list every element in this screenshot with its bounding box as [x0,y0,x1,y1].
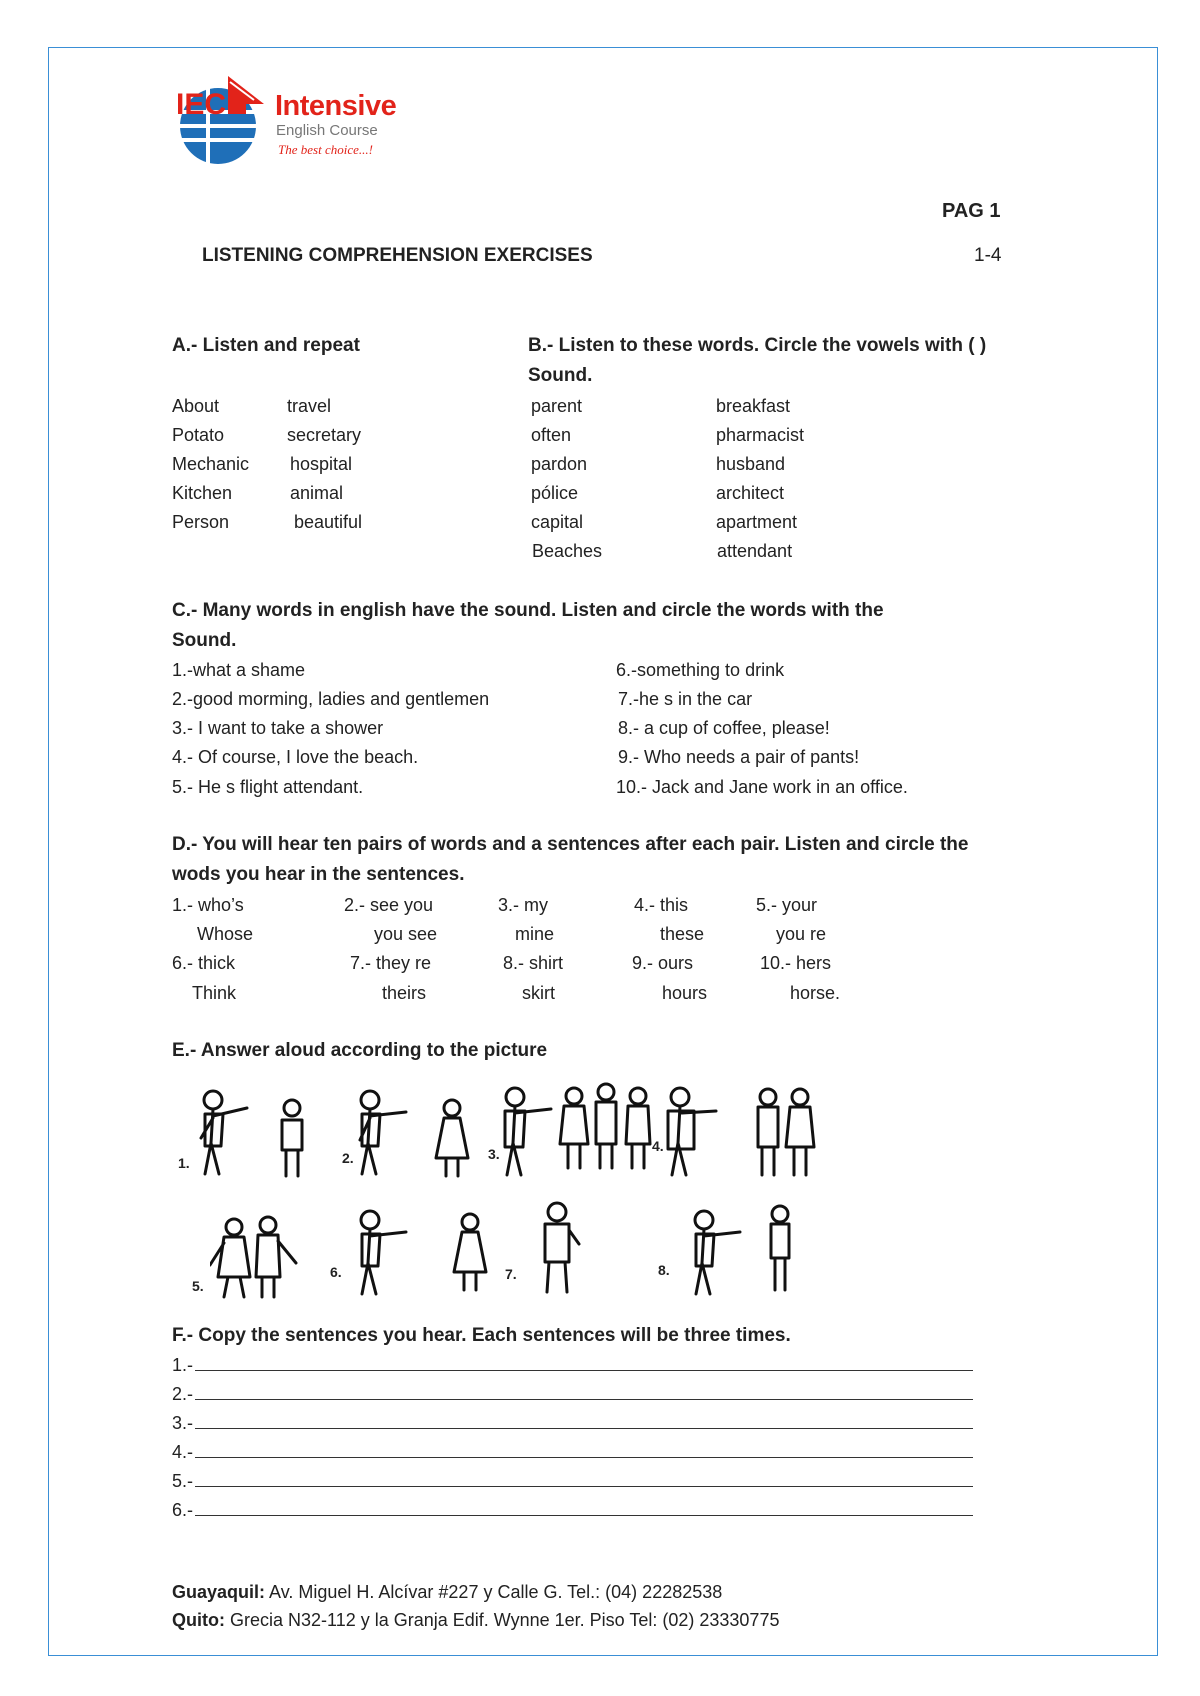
picture-label: 5. [192,1278,204,1294]
picture-label: 2. [342,1150,354,1166]
answer-line [172,1384,973,1405]
answer-line-number: 1.- [172,1355,194,1375]
word-pair-item: Whose [197,924,254,944]
word-item: parent [531,396,583,416]
sentence-item: 2.-good morming, ladies and gentlemen [172,689,490,709]
sentence-item: 7.-he s in the car [618,689,753,709]
word-item: Potato [172,425,225,445]
answer-blank[interactable] [195,1501,973,1516]
word-item: About [172,396,220,416]
pointing-person-figure [686,1208,746,1298]
word-item: often [531,425,572,445]
picture-label: 8. [658,1262,670,1278]
word-item: breakfast [716,396,791,416]
footer-city: Guayaquil: [172,1582,266,1602]
word-item: travel [287,396,332,416]
answer-line [172,1471,973,1492]
footer-address-guayaquil [172,1582,722,1603]
section-c-heading-2: Sound. [172,630,237,651]
section-e-heading: E.- Answer aloud according to the picture [172,1040,548,1061]
word-pair-item: 5.- your [756,895,818,915]
section-d-heading: D.- You will hear ten pairs of words and a sentences after each pair. Listen and circle the [172,834,969,855]
word-item: secretary [287,425,362,445]
logo-tagline: The best choice...! [278,142,373,157]
page-number: PAG 1 [942,200,1001,222]
word-pair-item: 9.- ours [632,953,694,973]
answer-line-number: 3.- [172,1413,194,1433]
answer-line-number: 4.- [172,1442,194,1462]
couple-figure [660,1085,720,1180]
word-item: Person [172,512,230,532]
word-pair-item: 4.- this [634,895,689,915]
exercise-range: 1-4 [974,245,1002,266]
two-people-figure [752,1085,818,1180]
word-item: beautiful [294,512,363,532]
word-pair-item: horse. [790,983,841,1003]
word-pair-item: 2.- see you [344,895,434,915]
word-item: apartment [716,512,798,532]
word-item: capital [531,512,584,532]
answer-line [172,1500,973,1521]
pointing-person-figure [352,1088,412,1178]
answer-line-number: 6.- [172,1500,194,1520]
answer-line-number: 5.- [172,1471,194,1491]
answer-line [172,1355,973,1376]
section-f-heading: F.- Copy the sentences you hear. Each sentences will be three times. [172,1325,791,1346]
word-item: husband [716,454,786,474]
word-item: pharmacist [716,425,805,445]
section-d-heading-2: wods you hear in the sentences. [172,864,465,885]
answer-line [172,1413,973,1434]
word-item: architect [716,483,785,503]
word-pair-item: Think [192,983,237,1003]
picture-label: 4. [652,1138,664,1154]
answer-blank[interactable] [195,1385,973,1400]
pointing-person-figure [195,1088,255,1178]
word-pair-item: 8.- shirt [503,953,564,973]
woman-figure [448,1212,492,1292]
footer-city: Quito: [172,1610,225,1630]
word-item: Beaches [532,541,603,561]
answer-blank[interactable] [195,1472,973,1487]
word-pair-item: 7.- they re [350,953,432,973]
standing-person-figure [272,1098,312,1178]
standing-person-figure [763,1204,797,1294]
word-item: hospital [290,454,353,474]
sentence-item: 10.- Jack and Jane work in an office. [616,777,908,797]
couple-figure [210,1215,300,1300]
sentence-item: 4.- Of course, I love the beach. [172,747,419,767]
word-pair-item: you see [374,924,438,944]
word-pair-item: these [660,924,705,944]
picture-label: 1. [178,1155,190,1171]
sentence-item: 1.-what a shame [172,660,306,680]
logo-subtitle: English Course [276,122,378,139]
logo-name: Intensive [275,90,397,122]
word-item: attendant [717,541,793,561]
sentence-item: 6.-something to drink [616,660,785,680]
pointing-person-figure [495,1085,555,1180]
word-item: Mechanic [172,454,250,474]
answer-line [172,1442,973,1463]
word-pair-item: you re [776,924,827,944]
pointing-person-figure [352,1208,412,1298]
group-figure [558,1082,658,1172]
word-item: pólice [531,483,579,503]
sentence-item: 3.- I want to take a shower [172,718,384,738]
page-title: LISTENING COMPREHENSION EXERCISES [202,245,593,266]
answer-blank[interactable] [195,1414,973,1429]
word-pair-item: hours [662,983,708,1003]
sentence-item: 5.- He s flight attendant. [172,777,364,797]
picture-label: 6. [330,1264,342,1280]
section-b-heading: B.- Listen to these words. Circle the vowels with ( ) [528,335,987,356]
word-pair-item: theirs [382,983,427,1003]
standing-person-figure [535,1200,585,1295]
section-a-heading: A.- Listen and repeat [172,335,360,356]
word-item: pardon [531,454,588,474]
answer-blank[interactable] [195,1356,973,1371]
section-b-heading-2: Sound. [528,365,593,386]
picture-label: 7. [505,1266,517,1282]
word-pair-item: 1.- who’s [172,895,244,915]
word-pair-item: 10.- hers [760,953,832,973]
word-item: Kitchen [172,483,233,503]
word-pair-item: mine [515,924,555,944]
word-item: animal [290,483,344,503]
word-pair-item: skirt [522,983,555,1003]
picture-label: 3. [488,1146,500,1162]
footer-address: Grecia N32-112 y la Granja Edif. Wynne 1er. Piso Tel: (02) 23330775 [224,1610,780,1630]
word-pair-item: 3.- my [498,895,549,915]
sentence-item: 8.- a cup of coffee, please! [618,718,830,738]
sentence-item: 9.- Who needs a pair of pants! [618,747,860,767]
woman-figure [430,1098,474,1178]
answer-blank[interactable] [195,1443,973,1458]
logo-abbr: IEC [176,88,227,121]
word-pair-item: 6.- thick [172,953,236,973]
answer-line-number: 2.- [172,1384,194,1404]
footer-address-quito [172,1610,779,1631]
section-c-heading: C.- Many words in english have the sound. Listen and circle the words with the [172,600,884,621]
footer-address: Av. Miguel H. Alcívar #227 y Calle G. Tel.: (04) 22282538 [265,1582,723,1602]
